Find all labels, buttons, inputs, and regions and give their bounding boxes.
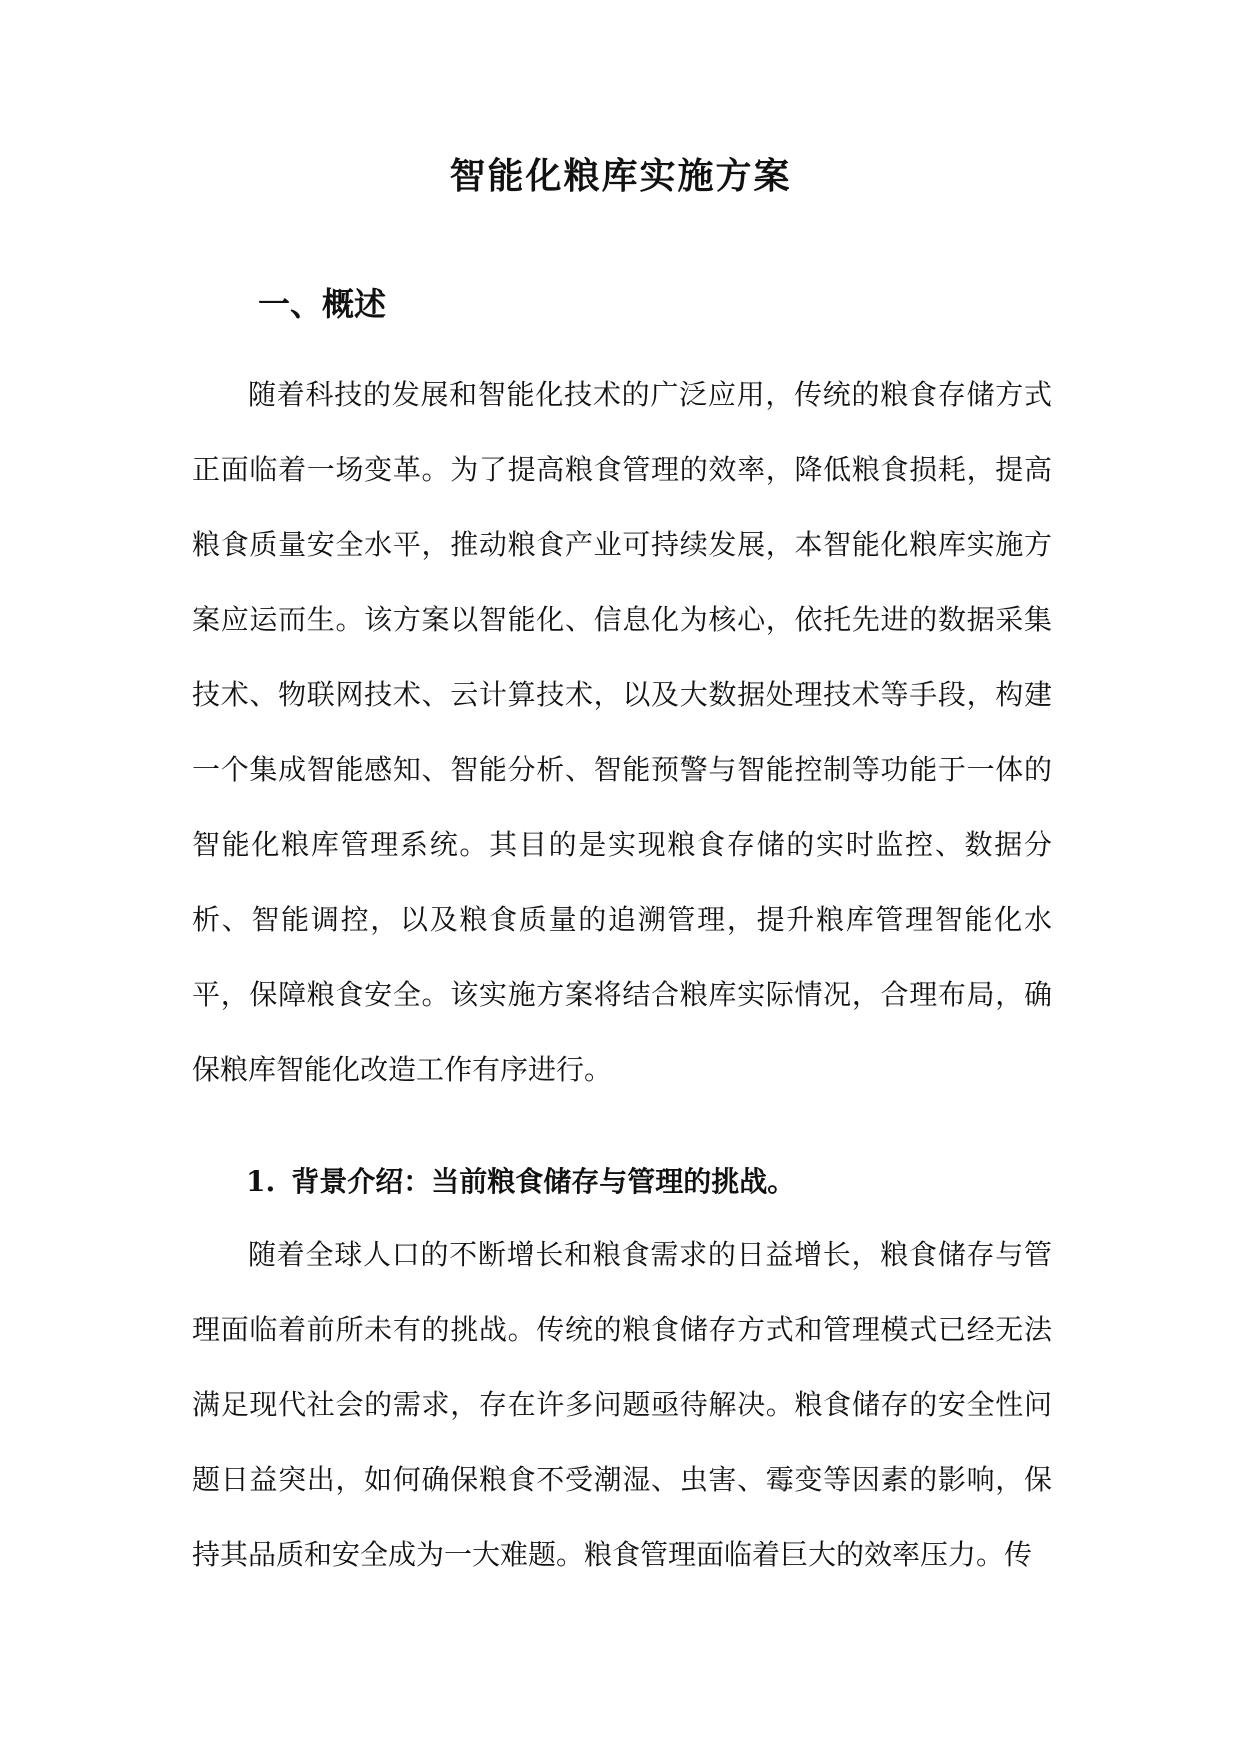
document-title: 智能化粮库实施方案 <box>449 155 792 197</box>
overview-paragraph: 随着科技的发展和智能化技术的广泛应用，传统的粮食存储方式正面临着一场变革。为了提高粮食管理的效率，降低粮食损耗，提高粮食质量安全水平，推动粮食产业可持续发展，本智能化粮库实施方案应运而生。该方案以智能化、信息化为核心，依托先进的数据采集技术、物联网技术、云计算技术，以及大数据处理技术等手段，构建一个集成智能感知、智能分析、智能预警与智能控制等功能于一体的智能化粮库管理系统。其目的是实现粮食存储的实时监控、数据分析、智能调控，以及粮食质量的追溯管理，提升粮库管理智能化水平，保障粮食安全。该实施方案将结合粮库实际情况，合理布局，确保粮库智能化改造工作有序进行。 <box>192 378 1052 1086</box>
subsection-heading-text: 背景介绍：当前粮食储存与管理的挑战。 <box>291 1165 796 1198</box>
section-heading-overview: 一、概述 <box>258 285 387 323</box>
subsection-heading-background <box>246 1156 795 1208</box>
background-paragraph: 随着全球人口的不断增长和粮食需求的日益增长，粮食储存与管理面临着前所未有的挑战。传统的粮食储存方式和管理模式已经无法满足现代社会的需求，存在许多问题亟待解决。粮食储存的安全性问题日益突出，如何确保粮食不受潮湿、虫害、霉变等因素的影响，保持其品质和安全成为一大难题。粮食管理面临着巨大的效率压力。传 <box>192 1238 1052 1571</box>
subsection-number: 1. <box>246 1165 276 1198</box>
